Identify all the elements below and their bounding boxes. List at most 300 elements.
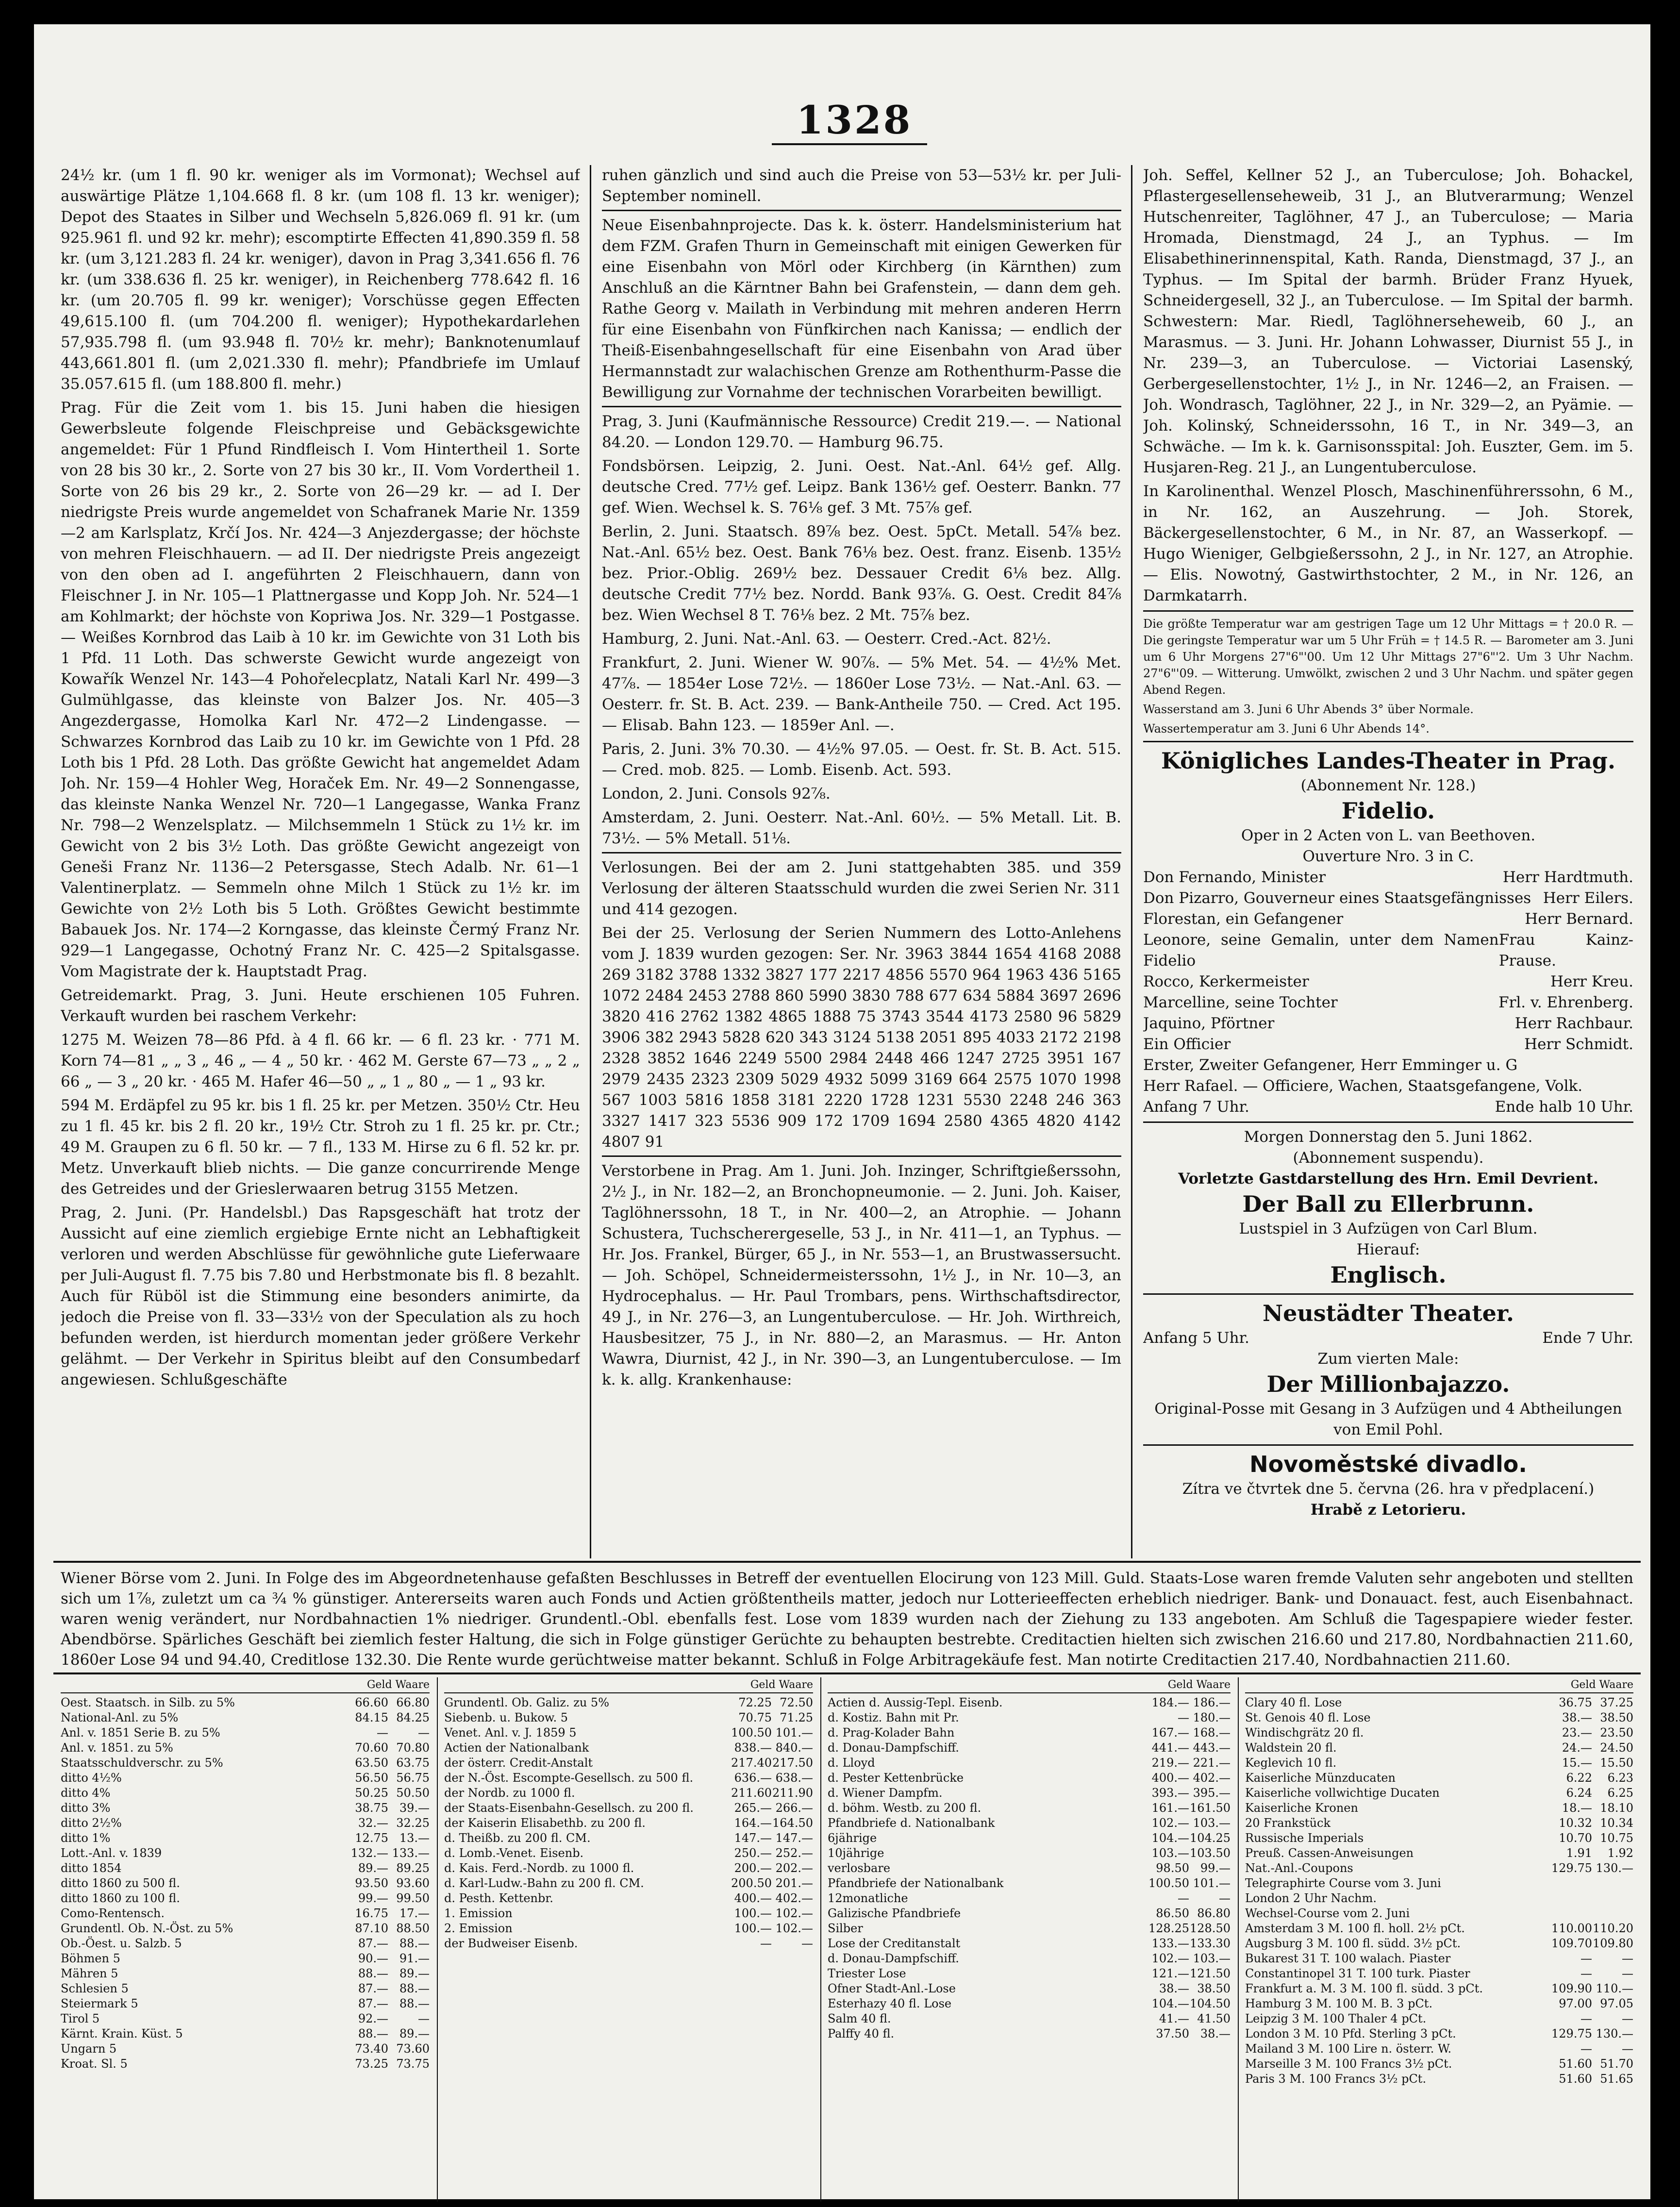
security-name: der N.-Öst. Escompte-Gesellsch. zu 500 fl.	[444, 1771, 694, 1785]
table-row	[828, 2011, 1231, 2026]
exchange-table-1	[61, 1677, 430, 2202]
waare-value: 13.—	[399, 1831, 430, 1845]
security-name: Anl. v. 1851. zu 5%	[61, 1741, 173, 1755]
fondsboersen-leipzig: Fondsbörsen. Leipzig, 2. Juni. Oest. Nat.-Anl. 64½ gef. Allg. deutsche Cred. 77½ gef. Leipz. Bank 136½ gef. Oesterr. Bankn. 77 gef. Wien. Wechsel k. S. 76⅛ gef. 3 Mt. 75⅞ gef.	[602, 457, 1121, 517]
cast-line: Anfang 7 Uhr. Ende halb 10 Uhr.	[1143, 1098, 1633, 1116]
play-title: Hrabě z Letorieru.	[1310, 1501, 1466, 1519]
waare-value: 70.80	[396, 1741, 430, 1755]
waare-value: 101.—	[1193, 1876, 1231, 1890]
security-name: Clary 40 fl. Lose	[1245, 1696, 1342, 1709]
geld-value: 12.75	[355, 1831, 388, 1845]
geld-value: 167.—	[1151, 1726, 1189, 1739]
geld-value: —	[1580, 1952, 1592, 1965]
table-row	[828, 1816, 1231, 1831]
table-row	[828, 1695, 1231, 1710]
table-row	[61, 1861, 430, 1876]
geld-value: 37.50	[1156, 2027, 1189, 2040]
geld-value: 18.—	[1562, 1801, 1592, 1815]
waare-value: —	[418, 1726, 430, 1739]
security-name: Keglevich 10 fl.	[1245, 1756, 1337, 1770]
fondsboersen-berlin: Berlin, 2. Juni. Staatsch. 89⅞ bez. Oest. 5pCt. Metall. 54⅞ bez. Nat.-Anl. 65½ bez. Oest. Bank 76⅛ bez. Oest. franz. Eisenb. 135½ bez. Prior.-Oblig. 269½ bez. Dessauer Credit 6⅛ bez. Allg. deutsche Credit 77½ bez. Nordd. Bank 93⅞. G. Oest. Credit 84⅞ bez. Wien Wechsel 8 T. 76⅛ bez. 2 Mt. 75⅞ bez.	[602, 523, 1121, 624]
security-name: Triester Lose	[828, 1967, 906, 1980]
geld-value: —	[1178, 1891, 1189, 1905]
waare-value: 88.—	[399, 1937, 430, 1950]
waare-value: 32.25	[396, 1816, 430, 1830]
play-description: Original-Posse mit Gesang in 3 Aufzügen und 4 Abtheilungen von Emil Pohl.	[1154, 1400, 1622, 1438]
security-name: Palffy 40 fl.	[828, 2027, 895, 2040]
table-row	[1245, 1951, 1633, 1966]
cast-line: Leonore, seine Gemalin, unter dem Namen Fidelio Frau Kainz-Prause.	[1143, 931, 1633, 970]
section-rule	[53, 1672, 1641, 1674]
table-row	[828, 1801, 1231, 1816]
geld-value: 128.25	[1148, 1922, 1189, 1935]
waare-value: 15.50	[1600, 1756, 1633, 1770]
third-play-title: Englisch.	[1330, 1262, 1447, 1288]
grain-market-paragraph: 594 M. Erdäpfel zu 95 kr. bis 1 fl. 25 kr. per Metzen. 350½ Ctr. Heu zu 1 fl. 45 kr. bis 2 fl. 20 kr., 19½ Ctr. Stroh zu 1 fl. 25 kr. pr. Ctr.; 49 M. Graupen zu 6 fl. 50 kr. — 7 fl., 133 M. Hirse zu 6 fl. 52 kr. pr. Metz. Unverkauft blieb nichts. — Die ganze concurrirende Menge des Getreides und der Grieslerwaaren betrug 3155 Metzen.	[61, 1097, 580, 1198]
geld-value: 88.—	[358, 1967, 388, 1980]
security-name: Lott.-Anl. v. 1839	[61, 1846, 162, 1860]
security-name: d. Pester Kettenbrücke	[828, 1771, 964, 1785]
geld-value: 441.—	[1151, 1741, 1189, 1755]
security-name: 20 Frankstück	[1245, 1816, 1331, 1830]
geld-value: 211.60	[731, 1786, 772, 1800]
geld-value: 393.—	[1151, 1786, 1189, 1800]
geld-value: 121.—	[1151, 1967, 1189, 1980]
security-name: Pfandbriefe der Nationalbank	[828, 1876, 1004, 1890]
security-name: Como-Rentensch.	[61, 1906, 165, 1920]
table-row	[61, 1725, 430, 1740]
geld-value: 109.90	[1551, 1982, 1592, 1995]
prague-exchange-paragraph: Prag, 3. Juni (Kaufmännische Ressource) Credit 219.—. — National 84.20. — London 129.70. — Hamburg 96.75.	[602, 406, 1121, 453]
geld-value: 110.00	[1551, 1922, 1592, 1935]
security-name: Amsterdam 3 M. 100 fl. holl. 2½ pCt.	[1245, 1922, 1465, 1935]
security-name: Kärnt. Krain. Küst. 5	[61, 2027, 183, 2040]
waare-value: 91.—	[399, 1952, 430, 1965]
security-name: verlosbare	[828, 1861, 891, 1875]
waare-value: 99.—	[1200, 1861, 1231, 1875]
waare-value: —	[801, 1937, 813, 1950]
waare-value: 88.—	[399, 1982, 430, 1995]
second-play-title: Der Ball zu Ellerbrunn.	[1242, 1191, 1534, 1217]
waare-value: 164.50	[772, 1816, 813, 1830]
geld-value: 87.—	[358, 1937, 388, 1950]
waare-value: 103.50	[1190, 1846, 1231, 1860]
waare-value: 109.80	[1593, 1937, 1633, 1950]
security-name: Steiermark 5	[61, 1997, 138, 2010]
landes-theater-announcement	[1143, 741, 1633, 1289]
security-name: Hamburg 3 M. 100 M. B. 3 pCt.	[1245, 1997, 1433, 2010]
geld-value: 100.—	[734, 1906, 772, 1920]
geld-value: 41.—	[1159, 2012, 1189, 2025]
header-rule	[772, 143, 927, 145]
play-description: Oper in 2 Acten von L. van Beethoven.	[1241, 827, 1536, 844]
waare-value: 395.—	[1193, 1786, 1231, 1800]
security-name: Anl. v. 1851 Serie B. zu 5%	[61, 1726, 220, 1739]
table-row	[444, 1891, 813, 1906]
table-row	[828, 1891, 1231, 1906]
waare-value: 89.—	[399, 2027, 430, 2040]
deaths-paragraph: Verstorbene in Prag. Am 1. Juni. Joh. Inzinger, Schriftgießerssohn, 2½ J., in Nr. 182—2, an Bronchopneumonie. — 2. Juni. Joh. Kaiser, Taglöhnerssohn, 18 T., in Nr. 400—2, an Atrophie. — Johann Schustera, Tuchscherergeselle, 53 J., in Nr. 411—1, an Typhus. — Hr. Jos. Frankel, Bürger, 65 J., in Nr. 553—1, an Brustwassersucht. — Joh. Schöpel, Schneidermeisterssohn, 1½ J., in Nr. 10—3, an Hydrocephalus. — Hr. Paul Trombars, pens. Wirthschaftsdirector, 49 J., in Nr. 276—3, an Lungentuberculose. — Hr. Joh. Wirthreich, Hausbesitzer, 75 J., in Nr. 880—2, an Marasmus. — Hr. Anton Wawra, Diurnist, 42 J., in Nr. 390—3, an Lungentuberculose. — Im k. k. allg. Krankenhause:	[602, 1155, 1121, 1390]
waare-value: 38.—	[1200, 2027, 1231, 2040]
table-row	[61, 1801, 430, 1816]
waare-value: 130.—	[1596, 1861, 1633, 1875]
waare-value: 1.92	[1607, 1846, 1633, 1860]
table-row	[1245, 1756, 1633, 1771]
waare-value: 101.—	[775, 1726, 813, 1739]
table-row	[61, 1695, 430, 1710]
security-name: St. Genois 40 fl. Lose	[1245, 1711, 1371, 1724]
waare-value: 402.—	[1193, 1771, 1231, 1785]
column-1	[61, 165, 580, 1554]
security-name: Mähren 5	[61, 1967, 118, 1980]
geld-value: 87.10	[355, 1922, 388, 1935]
theatre-title: Neustädter Theater.	[1263, 1300, 1514, 1326]
table-row	[828, 1771, 1231, 1786]
waare-value: 84.25	[396, 1711, 430, 1724]
geld-value: 88.—	[358, 2027, 388, 2040]
waare-value: 133.—	[392, 1846, 430, 1860]
geld-value: 636.—	[734, 1771, 772, 1785]
waare-value: 66.80	[396, 1696, 430, 1709]
waare-value: 443.—	[1193, 1741, 1231, 1755]
waare-value: 102.—	[775, 1922, 813, 1935]
security-name: Wechsel-Course vom 2. Juni	[1245, 1906, 1410, 1920]
hierauf-label: Hierauf:	[1356, 1241, 1420, 1258]
security-name: Ob.-Öest. u. Salzb. 5	[61, 1937, 182, 1950]
geld-value: 51.60	[1559, 2072, 1592, 2086]
waare-value: —	[1622, 1967, 1633, 1980]
geld-value: 400.—	[1151, 1771, 1189, 1785]
table-column-header: Geld Waare	[1245, 1677, 1633, 1693]
table-row	[828, 1921, 1231, 1936]
geld-value: 102.—	[1151, 1952, 1189, 1965]
security-name: d. Kais. Ferd.-Nordb. zu 1000 fl.	[444, 1861, 634, 1875]
waare-value: 402.—	[775, 1891, 813, 1905]
table-row	[828, 1951, 1231, 1966]
geld-value: 109.70	[1551, 1937, 1592, 1950]
geld-value: 38.—	[1562, 1711, 1592, 1724]
geld-value: 23.—	[1562, 1726, 1592, 1739]
table-row	[444, 1740, 813, 1756]
table-row	[1245, 1996, 1633, 2011]
security-name: ditto 4%	[61, 1786, 111, 1800]
table-row	[61, 2011, 430, 2026]
cast-line: Florestan, ein Gefangener Herr Bernard.	[1143, 910, 1633, 928]
table-row	[444, 1771, 813, 1786]
table-row	[61, 2026, 430, 2041]
geld-value: 89.—	[358, 1861, 388, 1875]
table-row	[1245, 1981, 1633, 1996]
table-column-header: Geld Waare	[61, 1677, 430, 1693]
geld-value: 132.—	[350, 1846, 388, 1860]
table-row	[828, 1876, 1231, 1891]
security-name: Esterhazy 40 fl. Lose	[828, 1997, 952, 2010]
security-name: Nat.-Anl.-Coupons	[1245, 1861, 1353, 1875]
waare-value: 130.—	[1596, 2027, 1633, 2040]
geld-value: 147.—	[734, 1831, 772, 1845]
cast-line: Don Fernando, Minister Herr Hardtmuth.	[1143, 869, 1633, 886]
play-title: Fidelio.	[1341, 798, 1435, 824]
geld-value: 265.—	[734, 1801, 772, 1815]
waare-value: 10.34	[1600, 1816, 1633, 1830]
table-row	[61, 1891, 430, 1906]
waare-value: 72.50	[780, 1696, 813, 1709]
security-name: Preuß. Cassen-Anweisungen	[1245, 1846, 1414, 1860]
table-row	[61, 1951, 430, 1966]
table-row	[61, 1966, 430, 1981]
security-name: London 3 M. 10 Pfd. Sterling 3 pCt.	[1245, 2027, 1456, 2040]
fondsboersen-hamburg: Hamburg, 2. Juni. Nat.-Anl. 63. — Oesterr. Cred.-Act. 82½.	[602, 630, 1051, 648]
geld-value: 400.—	[734, 1891, 772, 1905]
novomestske-divadlo-announcement	[1143, 1444, 1633, 1521]
geld-value: 73.25	[355, 2057, 388, 2071]
table-divider	[820, 1677, 821, 2202]
geld-value: 838.—	[734, 1741, 772, 1755]
waare-value: 88.—	[399, 1997, 430, 2010]
waare-value: 71.25	[780, 1711, 813, 1724]
table-row	[61, 1816, 430, 1831]
waare-value: 50.50	[396, 1786, 430, 1800]
table-row	[1245, 1906, 1633, 1921]
table-row	[828, 2026, 1231, 2041]
table-row	[1245, 1725, 1633, 1740]
table-row	[828, 1831, 1231, 1846]
waare-value: 88.50	[396, 1922, 430, 1935]
geld-value: 84.15	[355, 1711, 388, 1724]
security-name: d. Donau-Dampfschiff.	[828, 1741, 959, 1755]
security-name: d. Kostiz. Bahn mit Pr.	[828, 1711, 959, 1724]
show-times: Anfang 5 Uhr. Ende 7 Uhr.	[1143, 1329, 1633, 1347]
table-row	[828, 1725, 1231, 1740]
geld-value: —	[1580, 2042, 1592, 2056]
security-name: Russische Imperials	[1245, 1831, 1364, 1845]
column-divider	[590, 165, 591, 1558]
waare-value: 10.75	[1600, 1831, 1633, 1845]
security-name: Windischgrätz 20 fl.	[1245, 1726, 1364, 1739]
waare-value: 39.—	[399, 1801, 430, 1815]
waare-value: 638.—	[775, 1771, 813, 1785]
security-name: ditto 1860 zu 500 fl.	[61, 1876, 180, 1890]
security-name: ditto 3%	[61, 1801, 111, 1815]
security-name: ditto 4½%	[61, 1771, 122, 1785]
table-row	[828, 1996, 1231, 2011]
waare-value: 23.50	[1600, 1726, 1633, 1739]
geld-value: 73.40	[355, 2042, 388, 2056]
security-name: Kroat. Sl. 5	[61, 2057, 128, 2071]
play-title: Der Millionbajazzo.	[1266, 1371, 1510, 1397]
waare-value: 168.—	[1193, 1726, 1231, 1739]
table-row	[61, 1756, 430, 1771]
geld-value: 133.—	[1151, 1937, 1189, 1950]
waare-value	[1592, 1876, 1633, 1891]
security-name: Siebenb. u. Bukow. 5	[444, 1711, 568, 1724]
cast-line: Rocco, Kerkermeister Herr Kreu.	[1143, 973, 1633, 990]
table-row	[444, 1861, 813, 1876]
cast-line: Don Pizarro, Gouverneur eines Staatsgefängnisses Herr Eilers.	[1143, 889, 1633, 907]
waare-value: 186.—	[1193, 1696, 1231, 1709]
table-row	[61, 1981, 430, 1996]
geld-value: 161.—	[1151, 1801, 1189, 1815]
geld-value: —	[1580, 2012, 1592, 2025]
security-name: Staatsschuldverschr. zu 5%	[61, 1756, 223, 1770]
weather-report	[1143, 610, 1633, 737]
table-row	[61, 1710, 430, 1725]
trade-continuation: ruhen gänzlich und sind auch die Preise von 53—53½ kr. per Juli-September nominell.	[602, 167, 1121, 205]
cast-line: Marcelline, seine Tochter Frl. v. Ehrenberg.	[1143, 994, 1633, 1011]
geld-value: 38.75	[355, 1801, 388, 1815]
section-rule	[53, 1561, 1641, 1563]
theatre-title: Novoměstské divadlo.	[1249, 1451, 1527, 1477]
security-name: der Budweiser Eisenb.	[444, 1937, 578, 1950]
geld-value: 92.—	[358, 2012, 388, 2025]
security-name: London 2 Uhr Nachm.	[1245, 1891, 1377, 1905]
waare-value: 37.25	[1600, 1696, 1633, 1709]
bank-report-paragraph: 24½ kr. (um 1 fl. 90 kr. weniger als im Vormonat); Wechsel auf auswärtige Plätze 1,104.668 fl. 8 kr. (um 108 fl. 13 kr. weniger); Depot des Staates in Silber und Wechseln 5,826.069 fl. 91 kr. (um 925.961 fl. und 92 kr. mehr); escomptirte Effecten 41,890.359 fl. 58 kr. (um 3,121.283 fl. 24 kr. weniger), davon in Prag 3,341.656 fl. 76 kr. (um 338.636 fl. 25 kr. weniger), in Reichenberg 778.642 fl. 16 kr. (um 20.705 fl. 99 kr. weniger); Vorschüsse gegen Effecten 49,615.100 fl. (um 704.200 fl. weniger); Hypothekardarlehen 57,935.798 fl. (um 93.948 fl. 70½ kr. mehr); Banknotenumlauf 443,661.801 fl. (um 2,021.330 fl. mehr); Pfandbriefe im Umlauf 35.057.615 fl. (um 188.800 fl. mehr.)	[61, 167, 580, 393]
table-divider	[1238, 1677, 1239, 2202]
geld-value: 24.—	[1562, 1741, 1592, 1755]
waare-value: 102.—	[775, 1906, 813, 1920]
guest-performance: Vorletzte Gastdarstellung des Hrn. Emil Devrient.	[1178, 1170, 1598, 1187]
table-row	[828, 1786, 1231, 1801]
exchange-table-4	[1245, 1677, 1633, 2202]
table-row	[828, 1740, 1231, 1756]
security-name: d. Pesth. Kettenbr.	[444, 1891, 553, 1905]
table-row	[444, 1695, 813, 1710]
geld-value: 32.—	[358, 1816, 388, 1830]
security-name: Galizische Pfandbriefe	[828, 1906, 961, 1920]
security-name: Augsburg 3 M. 100 fl. südd. 3½ pCt.	[1245, 1937, 1461, 1950]
table-row	[1245, 2011, 1633, 2026]
security-name: der Nordb. zu 1000 fl.	[444, 1786, 575, 1800]
waare-value: 104.50	[1190, 1997, 1231, 2010]
table-row	[1245, 1876, 1633, 1891]
geld-value: 6.24	[1566, 1786, 1592, 1800]
geld-value: 51.60	[1559, 2057, 1592, 2071]
waare-value: 18.10	[1600, 1801, 1633, 1815]
grain-market-heading: Getreidemarkt. Prag, 3. Juni. Heute erschienen 105 Fuhren. Verkauft wurden bei raschem Verkehr:	[61, 986, 580, 1025]
fondsboersen-london: London, 2. Juni. Consols 92⅞.	[602, 785, 831, 803]
waare-value: 201.—	[775, 1876, 813, 1890]
geld-value: 219.—	[1151, 1756, 1189, 1770]
waare-value: 24.50	[1600, 1741, 1633, 1755]
geld-value: 217.40	[731, 1756, 772, 1770]
waare-value: 38.50	[1600, 1711, 1633, 1724]
table-row	[828, 1756, 1231, 1771]
security-name: Ungarn 5	[61, 2042, 117, 2056]
security-name: Oest. Staatsch. in Silb. zu 5%	[61, 1696, 235, 1709]
waare-value: 103.—	[1193, 1952, 1231, 1965]
table-row	[1245, 2026, 1633, 2041]
security-name: Kaiserliche Münzducaten	[1245, 1771, 1396, 1785]
table-row	[1245, 1771, 1633, 1786]
table-row	[828, 1966, 1231, 1981]
geld-value: 104.—	[1151, 1831, 1189, 1845]
table-row	[1245, 1846, 1633, 1861]
table-row	[828, 1846, 1231, 1861]
waare-value: 128.50	[1190, 1922, 1231, 1935]
waare-value	[1592, 1906, 1633, 1921]
table-column-header: Geld Waare	[444, 1677, 813, 1693]
security-name: Grundentl. Ob. N.-Öst. zu 5%	[61, 1922, 233, 1935]
geld-value: 15.—	[1562, 1756, 1592, 1770]
security-name: d. Prag-Kolader Bahn	[828, 1726, 955, 1739]
table-row	[1245, 1891, 1633, 1906]
geld-value: 90.—	[358, 1952, 388, 1965]
table-divider	[437, 1677, 438, 2202]
table-row	[444, 1831, 813, 1846]
table-row	[1245, 1831, 1633, 1846]
security-name: Bukarest 31 T. 100 walach. Piaster	[1245, 1952, 1451, 1965]
security-name: Silber	[828, 1922, 863, 1935]
lottery-paragraph: Verlosungen. Bei der am 2. Juni stattgehabten 385. und 359 Verlosung der älteren Staatsschuld wurden die zwei Serien Nr. 311 und 414 gezogen.	[602, 852, 1121, 920]
fondsboersen-frankfurt: Frankfurt, 2. Juni. Wiener W. 90⅞. — 5% Met. 54. — 4½% Met. 47⅞. — 1854er Lose 72½. — 1860er Lose 73½. — Nat.-Anl. 63. — Oesterr. fr. St. B. Act. 239. — Bank-Antheile 750. — Cred. Act 195. — Elisab. Bahn 123. — 1859er Anl. —.	[602, 654, 1121, 734]
waare-value: 41.50	[1197, 2012, 1231, 2025]
waare-value: 180.—	[1193, 1711, 1231, 1724]
column-3	[1143, 165, 1633, 1554]
waare-value: 110.—	[1596, 1982, 1633, 1995]
geld-value: 129.75	[1551, 1861, 1592, 1875]
table-row	[1245, 1921, 1633, 1936]
security-name: Frankfurt a. M. 3 M. 100 fl. südd. 3 pCt.	[1245, 1982, 1483, 1995]
geld-value	[1551, 1876, 1592, 1891]
security-name: Actien der Nationalbank	[444, 1741, 589, 1755]
waare-value: 840.—	[775, 1741, 813, 1755]
waare-value: 133.30	[1190, 1937, 1231, 1950]
table-row	[61, 2057, 430, 2072]
security-name: der Kaiserin Elisabethb. zu 200 fl.	[444, 1816, 646, 1830]
table-row	[828, 1710, 1231, 1725]
security-name: Grundentl. Ob. Galiz. zu 5%	[444, 1696, 609, 1709]
waare-value: 6.23	[1607, 1771, 1633, 1785]
waare-value: 89.—	[399, 1967, 430, 1980]
table-row	[828, 1981, 1231, 1996]
geld-value	[1551, 1891, 1592, 1906]
table-row	[61, 1906, 430, 1921]
table-row	[1245, 1740, 1633, 1756]
waare-value: 38.50	[1197, 1982, 1231, 1995]
geld-value: 164.—	[734, 1816, 772, 1830]
geld-value: 97.00	[1559, 1997, 1592, 2010]
security-name: Pfandbriefe d. Nationalbank	[828, 1816, 995, 1830]
geld-value: 100.50	[1148, 1876, 1189, 1890]
cast-line: Erster, Zweiter Gefangener, Herr Emminger u. G	[1143, 1056, 1518, 1074]
table-row	[1245, 1966, 1633, 1981]
weather-water-temp: Wassertemperatur am 3. Juni 6 Uhr Abends 14°.	[1143, 722, 1430, 736]
geld-value: 93.50	[355, 1876, 388, 1890]
table-row	[444, 1846, 813, 1861]
geld-value: 50.25	[355, 1786, 388, 1800]
table-row	[1245, 2041, 1633, 2057]
geld-value: 10.70	[1559, 1831, 1592, 1845]
waare-value: 147.—	[775, 1831, 813, 1845]
railway-projects-paragraph: Neue Eisenbahnprojecte. Das k. k. österr. Handelsministerium hat dem FZM. Grafen Thurn in Gemeinschaft mit einigen Gewerken für eine Eisenbahn von Mörl oder Kirchberg (in Kärnthen) zum Anschluß an die Kärntner Bahn bei Grafenstein, — dann dem geh. Rathe Georg v. Mailath in Verbindung mit mehren anderen Herrn für eine Eisenbahn von Fünfkirchen nach Kanissa; — endlich der Theiß-Eisenbahngesellschaft für eine Eisenbahn von Arad über Hermannstadt zur walachischen Grenze am Rothenthurm-Passe die Bewilligung zur Vornahme der technischen Vorarbeiten bewilligt.	[602, 210, 1121, 403]
security-name: d. böhm. Westb. zu 200 fl.	[828, 1801, 981, 1815]
table-row	[61, 1921, 430, 1936]
security-name: Mailand 3 M. 100 Lire n. österr. W.	[1245, 2042, 1452, 2056]
column-2	[602, 165, 1121, 1554]
next-performance-note: (Abonnement suspendu).	[1293, 1149, 1484, 1167]
waare-value: 73.60	[396, 2042, 430, 2056]
security-name: Marseille 3 M. 100 Francs 3½ pCt.	[1245, 2057, 1452, 2071]
grain-prices-list: 1275 M. Weizen 78—86 Pfd. à 4 fl. 66 kr. — 6 fl. 23 kr. · 771 M. Korn 74—81 „ „ 3 „ 46 „ — 4 „ 50 kr. · 462 M. Gerste 67—73 „ „ 2 „ 66 „ — 3 „ 20 kr. · 465 M. Hafer 46—50 „ „ 1 „ 80 „ — 1 „ 93 kr.	[61, 1031, 580, 1090]
page-number: 1328	[796, 97, 913, 143]
table-row	[444, 1725, 813, 1740]
table-row	[444, 1786, 813, 1801]
waare-value: 121.50	[1190, 1967, 1231, 1980]
geld-value: 129.75	[1551, 2027, 1592, 2040]
security-name: Kaiserliche vollwichtige Ducaten	[1245, 1786, 1440, 1800]
geld-value: —	[760, 1937, 772, 1950]
